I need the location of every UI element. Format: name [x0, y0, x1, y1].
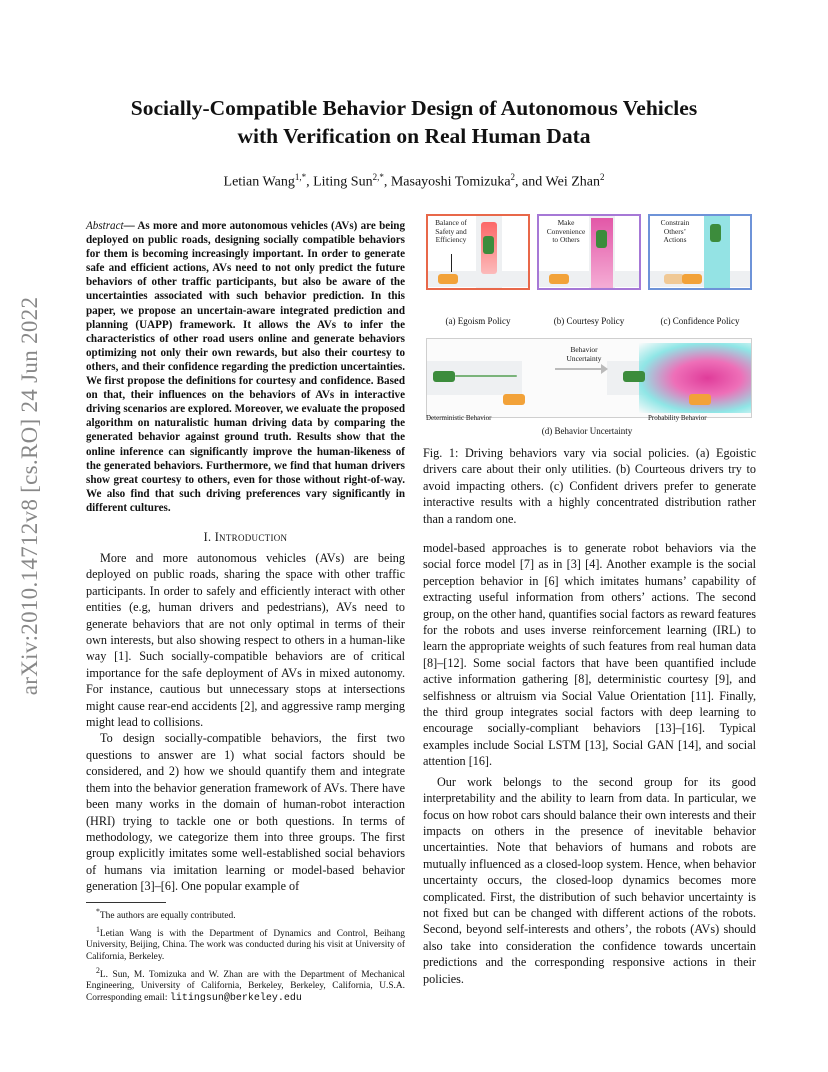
- arrow-head-icon: [601, 364, 608, 374]
- corresponding-email[interactable]: litingsun@berkeley.edu: [169, 992, 302, 1004]
- abstract: [86, 219, 405, 515]
- footnote: [86, 924, 405, 964]
- arxiv-id: arXiv:2010.14712v8 [cs.RO] 24 Jun 2022: [17, 296, 42, 696]
- paragraph: model-based approaches is to generate robot behaviors via the social force model [7] as in [3] [4]. Another example is the social perception behavior in [6] which imitates humans’ capability of extracting useful information from others’ actions. The second group, on the other hand, quantifies social factors as reward features for the robots and uses inverse reinforcement learning (IRL) to learn the appropriate weights of such features from real human data [8]–[12]. Some social factors that have been quantified include active information gathering [8], deterministic courtesy [9], and selfishness or altruism via Social Value Orientation [11]. Finally, the third group integrates social factors with deep learning to encourage socially-compliant behaviors [13]–[16]. Typical examples include Social LSTM [13], Social GAN [14], and social attention [16].: [423, 541, 757, 769]
- paper-title: [60, 94, 768, 150]
- author-affil: 2,*: [372, 172, 384, 182]
- figure-1: [426, 214, 752, 440]
- author-name: Masayoshi Tomizuka: [390, 174, 511, 190]
- subfigure-label: (b) Courtesy Policy: [553, 316, 625, 326]
- intro-left-column: [86, 550, 405, 895]
- footnote-text: Letian Wang is with the Department of Dynamics and Control, Beihang University, Beijing, China. The work was conducted during his visit at University of California, Berkeley.: [86, 928, 405, 963]
- paragraph: Our work belongs to the second group for its good interpretability and the ability to learn from data. In particular, we focus on how robot cars should balance their own interests and their impacts on others in the presence of inevitable behavior uncertainties. Note that behaviors of humans and robots are mutually influenced as a closed-loop system. Hence, when behavior uncertainty occurs, the closed-loop dynamics becomes more complicated. First, the distribution of such behavior uncertainty is not fixed but can be changed with different actions of the robots. Second, beyond self-interests and others’, the robots (AVs) should also take into consideration the confidence towards uncertain predictions and the corresponding responsive actions in their policies.: [423, 774, 756, 986]
- car-icon: [433, 371, 455, 382]
- footnote-text: The authors are equally contributed.: [99, 911, 236, 922]
- intro-right-column: [423, 540, 756, 987]
- probability-label: Probability Behavior: [648, 414, 707, 422]
- deterministic-label: Deterministic Behavior: [426, 414, 492, 422]
- trajectory-line: [455, 375, 517, 377]
- car-icon: [483, 236, 494, 254]
- author-name: Letian Wang: [223, 174, 295, 190]
- car-icon: [623, 371, 645, 382]
- subfigure-label: (c) Confidence Policy: [660, 316, 740, 326]
- trajectory-distribution: [591, 218, 613, 288]
- subfigure-label: (d) Behavior Uncertainty: [541, 426, 633, 436]
- title-line-2: with Verification on Real Human Data: [237, 124, 591, 148]
- section-heading: I. Introduction: [203, 530, 288, 544]
- paragraph: To design socially-compatible behaviors, the first two questions to answer are 1) what social factors should be considered, and 2) how we should quantify them and integrate them into the behavior generation framework of AVs. There have been many works in the domain of human-robot interaction (HRI) trying to tackle one or both questions. In terms of methodology, we categorize them into three groups. The first group explicitly imitates some well-established social behaviors of humans via imitation learning or model-based behavior generation [3]–[6]. One popular example of: [86, 731, 405, 894]
- behavior-uncertainty-label: Behavior Uncertainty: [566, 345, 602, 363]
- panel-courtesy: [537, 214, 641, 290]
- subfigure-label: (a) Egoism Policy: [445, 316, 511, 326]
- arrow-icon: [451, 254, 452, 272]
- footnote: [86, 965, 405, 1005]
- car-icon: [549, 274, 569, 284]
- figure-caption: Fig. 1: Driving behaviors vary via social policies. (a) Egoistic drivers care about their only utilities. (b) Courteous drivers try to avoid impacting others. (c) Confident drivers prefer to generate interactive results with a highly concentrated distribution rather than a random one.: [423, 446, 756, 526]
- panel-label: Make Convenience to Others: [546, 218, 586, 245]
- arrow-icon: [555, 368, 605, 370]
- panel-confidence: [648, 214, 752, 290]
- author-list: [60, 172, 768, 191]
- author-name: Wei Zhan: [545, 174, 600, 190]
- panel-label: Balance of Safety and Efficiency: [435, 218, 467, 245]
- abstract-label: Abstract: [86, 220, 124, 232]
- footnote-mark: *: [96, 907, 100, 916]
- footnote-rule: [86, 902, 166, 903]
- title-line-1: Socially-Compatible Behavior Design of Autonomous Vehicles: [130, 96, 698, 120]
- panel-behavior-uncertainty: [426, 338, 752, 418]
- abstract-text: — As more and more autonomous vehicles (AVs) are being deployed on public roads, designing socially compatible behaviors for them is becoming increasingly important. In order to generate safe and efficient actions, AVs need to not only predict the future behaviors of other traffic participants, but also be aware of the uncertainties associated with such behavior prediction. In this paper, we propose an uncertain-aware integrated prediction and planning (UAPP) framework. It allows the AVs to infer the characteristics of other road users online and generate behaviors optimizing not only their own rewards, but also their courtesy to others, and their confidence regarding the prediction uncertainties. We first propose the definitions for courtesy and confidence. Based on that, their influences on the behaviors of AVs in interactive driving scenarios are explored. Moreover, we evaluate the proposed algorithm on naturalistic human driving data by comparing the generated behavior against ground truth. Results show that the online inference can significantly improve the human-likeness of the generated behaviors. Furthermore, we find that human drivers show great courtesy to others, even for those without right-of-way. We also find that such driving preferences vary significantly in different cultures.: [86, 220, 405, 514]
- footnotes: [86, 906, 405, 1006]
- car-icon: [596, 230, 607, 248]
- arxiv-sidebar: [10, 286, 50, 706]
- footnote-mark: 2: [96, 965, 100, 975]
- author-affil: 2: [599, 172, 605, 182]
- author-separator: , and: [515, 174, 546, 190]
- footnote-text: L. Sun, M. Tomizuka and W. Zhan are with the Department of Mechanical Engineering, University of California, Berkeley, Berkeley, California, U.S.A. Corresponding email:: [86, 969, 405, 1003]
- author-name: Liting Sun: [313, 174, 373, 190]
- car-icon: [689, 394, 711, 405]
- panel-label: Constrain Others’ Actions: [660, 218, 690, 245]
- car-icon: [682, 274, 702, 284]
- author-affil: 2: [510, 172, 516, 182]
- footnote-mark: 1: [96, 924, 100, 934]
- car-icon: [710, 224, 721, 242]
- paragraph: More and more autonomous vehicles (AVs) are being deployed on public roads, sharing the space with other traffic participants. In order to safely and efficiently interact with other entities (e.g, human drivers and pedestrians), AVs need to generate behaviors that are not only optimal in terms of their own interests, but also showing respect to others in a human-like way [1]. Such socially-compatible behaviors are of critical importance for the safe deployment of AVs in mixed autonomy. For instance, cautious but unnecessary stops at intersections might cause rear-end accidents [2], and aggressive ramp merging might lead to collisions.: [86, 551, 405, 730]
- panel-egoism: [426, 214, 530, 290]
- author-separator: ,: [383, 174, 391, 190]
- author-separator: ,: [306, 174, 314, 190]
- car-icon: [503, 394, 525, 405]
- author-affil: 1,*: [294, 172, 307, 182]
- car-icon: [438, 274, 458, 284]
- footnote: [86, 906, 405, 923]
- car-icon: [664, 274, 684, 284]
